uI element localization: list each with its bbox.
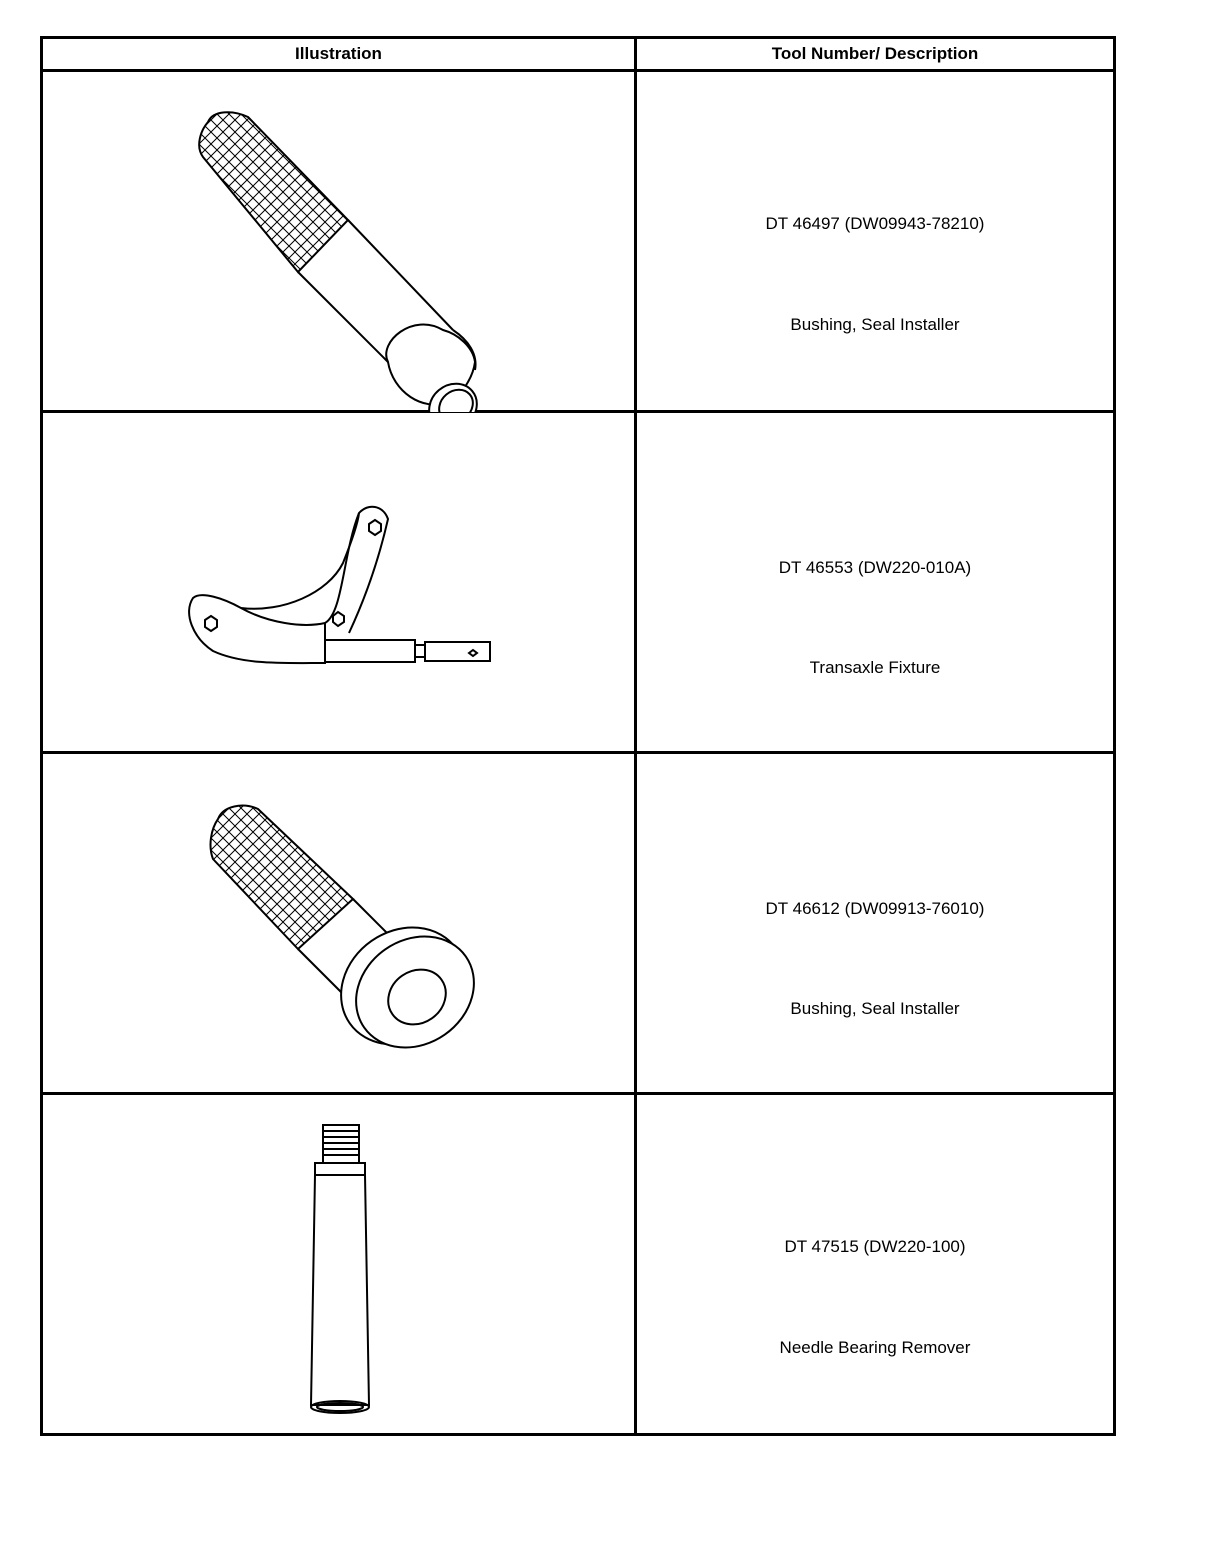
seal-installer-bushing-icon [43,72,634,412]
needle-bearing-remover-icon [43,1095,634,1435]
illustration-cell [43,72,634,412]
illustration-cell [43,1095,634,1435]
illustration-cell [43,754,634,1094]
description-cell [637,1095,1113,1435]
seal-installer-bushing-flanged-icon [43,754,634,1094]
table-header [43,39,1113,72]
table-row [43,72,1113,413]
illustration-cell [43,413,634,753]
header-illustration: Illustration [295,44,382,63]
tool-description: Bushing, Seal Installer [790,999,960,1018]
table-row [43,754,1113,1095]
description-cell [637,72,1113,412]
description-cell [637,413,1113,753]
tool-number: DT 47515 (DW220-100) [784,1237,966,1256]
tool-number: DT 46497 (DW09943-78210) [765,214,985,233]
transaxle-fixture-icon [43,413,634,753]
tool-number: DT 46553 (DW220-010A) [778,558,972,577]
tool-description: Needle Bearing Remover [779,1338,971,1357]
tool-description: Transaxle Fixture [809,658,941,677]
table-row [43,413,1113,754]
tool-number: DT 46612 (DW09913-76010) [765,899,985,918]
header-tool-description: Tool Number/ Description [771,44,979,63]
description-cell [637,754,1113,1094]
tool-description: Bushing, Seal Installer [790,315,960,334]
tool-table [40,36,1116,1436]
table-row [43,1095,1113,1436]
